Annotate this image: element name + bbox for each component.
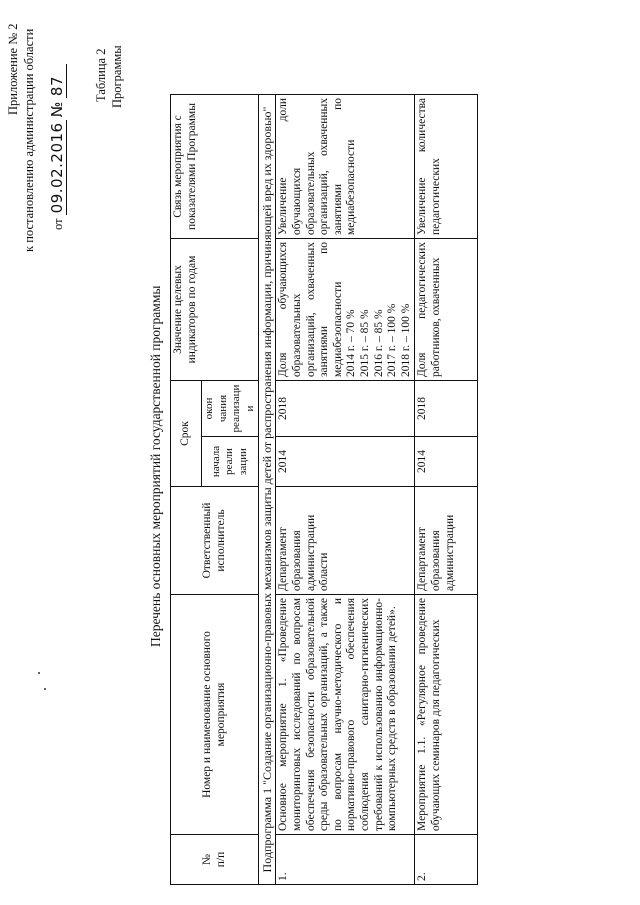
decree-date-line — [48, 64, 67, 230]
col-name-header: Номер и наименование основного мероприятия — [171, 595, 259, 835]
row-indicators: Доля педагогических работников, охваченных — [415, 239, 478, 381]
col-indicators-header: Значение целевых индикаторов по годам — [171, 239, 259, 381]
number-prefix: № — [48, 101, 66, 118]
row-number: 1. — [276, 835, 415, 885]
row-end-year: 2018 — [415, 381, 478, 437]
table-label: Таблица 2 — [94, 48, 108, 102]
decree-number: 87 — [48, 64, 67, 98]
row-number: 2. — [415, 835, 478, 885]
col-start-header: начала реали зации — [202, 437, 259, 487]
col-link-header: Связь мероприятия с показателями Программы — [171, 95, 259, 239]
col-num-header: № п/п — [171, 835, 259, 885]
subprogram-row — [259, 95, 276, 885]
table-header-row — [171, 95, 202, 885]
table-row — [415, 95, 478, 885]
page-title: Перечень основных мероприятий государственной программы — [148, 285, 163, 647]
col-end-header: окон чания реализаци и — [202, 381, 259, 437]
decree-reference: к постановлению администрации области — [22, 28, 36, 252]
row-start-year: 2014 — [276, 437, 415, 487]
row-end-year: 2018 — [276, 381, 415, 437]
row-event-name: Основное мероприятие 1. «Проведение мониторинговых исследований по вопросам обеспечения безопасности образовательной среды образовательных организаций, а также по вопросам научно-методического и нормативно-правового обеспечения соблюдения санитарно-гигиенических требований к использованию информационно-компьютерных средств в образовании детей». — [276, 595, 415, 835]
col-executor-header: Ответственный исполнитель — [171, 487, 259, 595]
scan-speck — [44, 688, 46, 690]
scan-speck — [38, 672, 40, 674]
from-prefix: от — [51, 218, 65, 230]
row-indicators: Доля обучающихся образовательных организаций, охваченных занятиями по медиабезопасности 2014 г. – 70 % 2015 г. – 85 % 2016 г. – 85 % 2017 г. – 100 % 2018 г. – 100 % — [276, 239, 415, 381]
subprogram-title: Подпрограмма 1 "Создание организационно-правовых механизмов защиты детей от распространения информации, причиняющей вред их здоровью" — [259, 95, 276, 885]
appendix-label: Приложение № 2 — [6, 23, 20, 115]
row-executor: Департамент образования администрации — [415, 487, 478, 595]
table-row — [276, 95, 415, 885]
col-term-header: Срок — [171, 381, 202, 487]
events-table — [170, 94, 478, 885]
program-label: Программы — [110, 45, 124, 108]
row-event-name: Мероприятие 1.1. «Регулярное проведение обучающих семинаров для педагогических — [415, 595, 478, 835]
row-executor: Департамент образования администрации области — [276, 487, 415, 595]
row-start-year: 2014 — [415, 437, 478, 487]
row-link: Увеличение доли обучающихся образовательных организаций, охваченных занятиями по медиабезопасности — [276, 95, 415, 239]
row-link: Увеличение количества педагогических — [415, 95, 478, 239]
decree-date: 09.02.2016 — [48, 122, 66, 214]
